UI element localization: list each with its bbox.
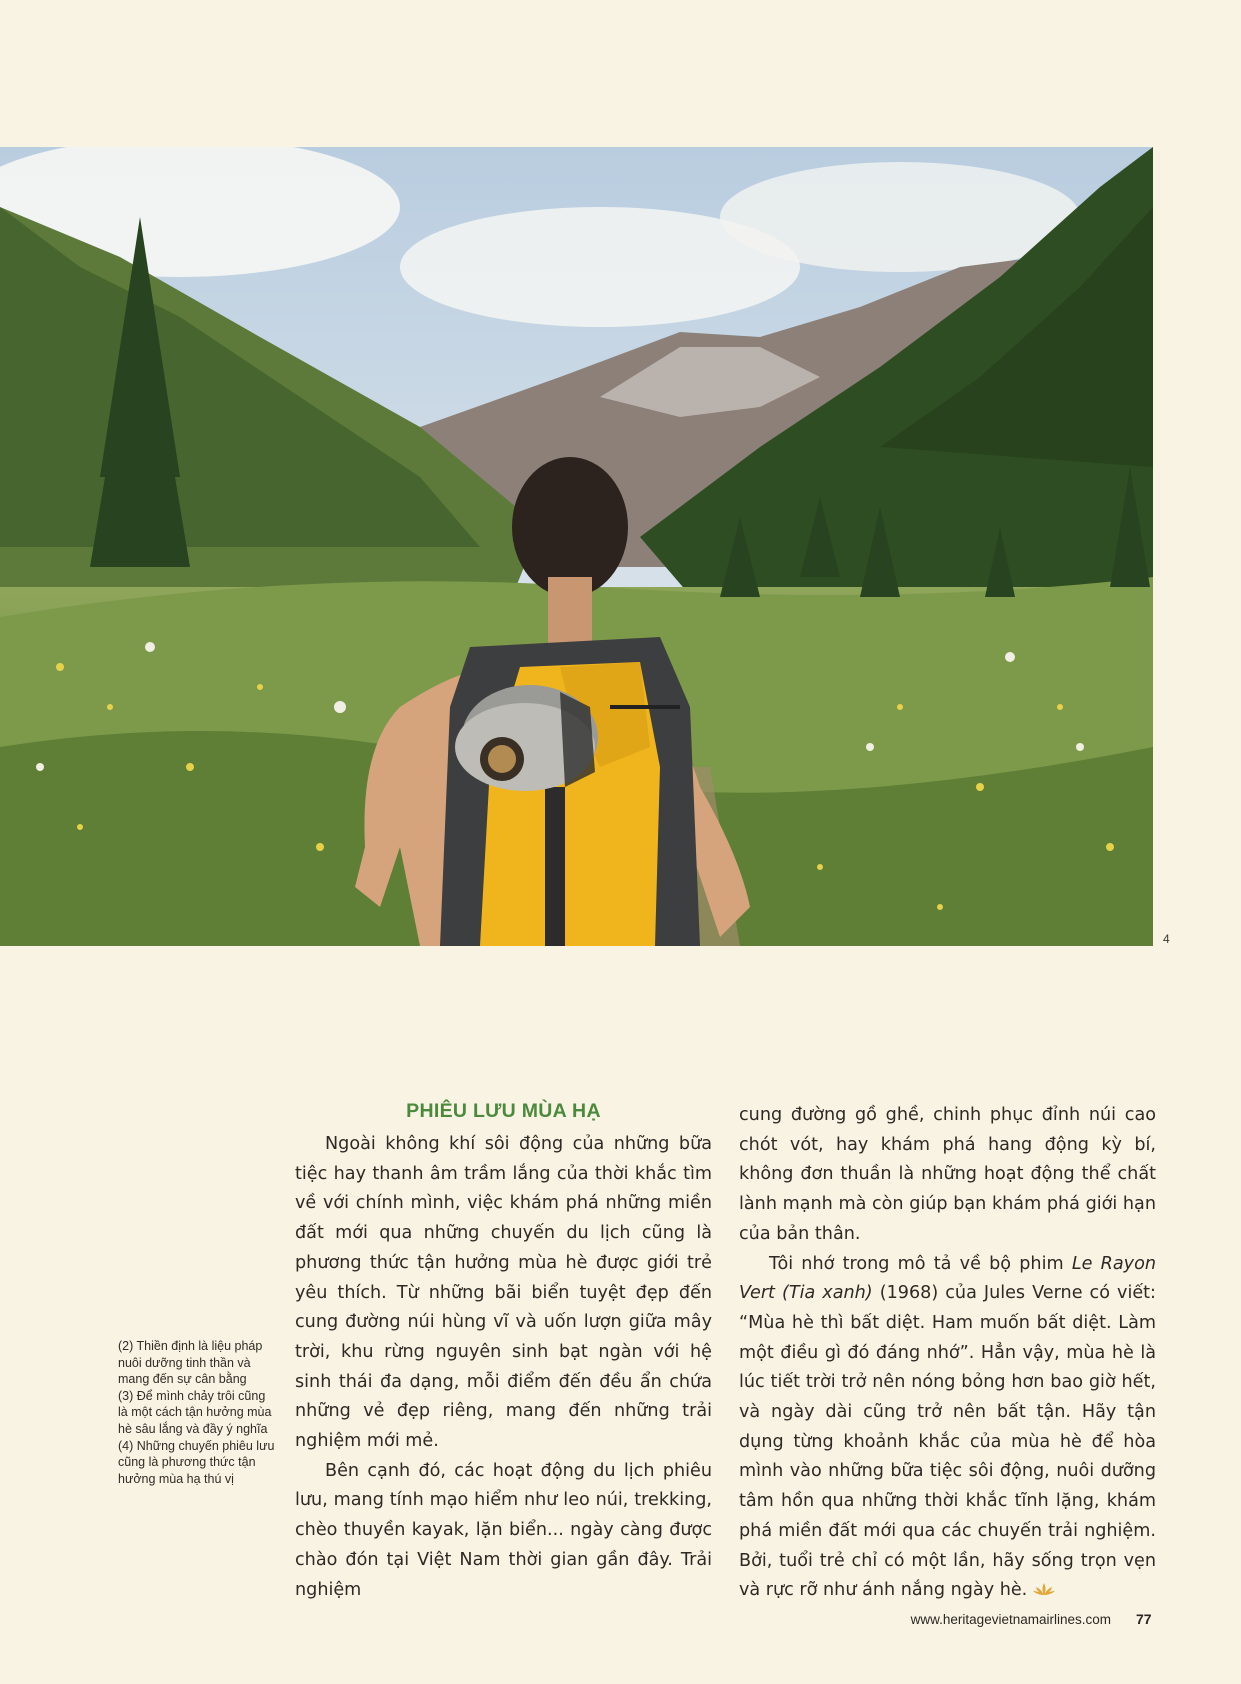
mountain-valley-hiker-illustration <box>0 147 1153 946</box>
page-number: 77 <box>1136 1611 1152 1627</box>
hero-photo <box>0 147 1153 946</box>
caption-2: (2) Thiền định là liệu pháp nuôi dưỡng tinh thần và mang đến sự cân bằng <box>118 1339 263 1387</box>
caption-4: (4) Những chuyến phiêu lưu cũng là phương thức tận hưởng mùa hạ thú vị <box>118 1438 275 1486</box>
film-title: Le Rayon Vert (Tia xanh) <box>739 1253 1156 1304</box>
photo-captions <box>118 1338 278 1487</box>
paragraph: Bên cạnh đó, các hoạt động du lịch phiêu lưu, mang tính mạo hiểm như leo núi, trekking, chèo thuyền kayak, lặn biển... ngày càng được chào đón tại Việt Nam thời gian gần đây. Trải nghiệm <box>295 1460 712 1600</box>
footer-website: www.heritagevietnamairlines.com <box>910 1612 1111 1627</box>
article-column-left <box>295 1130 712 1605</box>
paragraph: Ngoài không khí sôi động của những bữa tiệc hay thanh âm trầm lắng của thời khắc tìm về với chính mình, việc khám phá những miền đất mới qua những chuyến du lịch cũng là phương thức tận hưởng mùa hè được giới trẻ yêu thích. Từ những bãi biển tuyệt đẹp đến cung đường núi hùng vĩ và uốn lượn giữa mây trời, khu rừng nguyên sinh bạt ngàn với hệ sinh thái đa dạng, mỗi điểm đến đều ẩn chứa những vẻ đẹp riêng, mang đến những trải nghiệm mới mẻ. <box>295 1134 712 1452</box>
paragraph-text: (1968) của Jules Verne có viết: “Mùa hè thì bất diệt. Ham muốn bất diệt. Làm một điều gì đó đáng nhớ”. Hẳn vậy, mùa hè là lúc tiết trời trở nên nóng bỏng hơn bao giờ hết, và ngày dài cũng trở nên bất tận. Hãy tận dụng từng khoảnh khắc của mùa hè để hòa mình vào những bữa tiệc sôi động, nuôi dưỡng tâm hồn qua những thời khắc tĩnh lặng, khám phá miền đất mới qua các chuyến trải nghiệm. Bởi, tuổi trẻ chỉ có một lần, hãy sống trọn vẹn và rực rỡ như ánh nắng ngày hè. <box>739 1283 1156 1601</box>
article-column-right <box>739 1101 1156 1606</box>
paragraph-quote <box>739 1250 1156 1606</box>
caption-3: (3) Để mình chảy trôi cũng là một cách tận hưởng mùa hè sâu lắng và đầy ý nghĩa <box>118 1388 272 1436</box>
paragraph: cung đường gồ ghề, chinh phục đỉnh núi cao chót vót, hay khám phá hang động kỳ bí, không đơn thuần là những hoạt động thể chất lành mạnh mà còn giúp bạn khám phá giới hạn của bản thân. <box>739 1105 1156 1244</box>
photo-number: 4 <box>1163 932 1170 946</box>
lotus-end-icon <box>1033 1582 1055 1596</box>
paragraph-text: Tôi nhớ trong mô tả về bộ phim <box>769 1253 1072 1274</box>
section-heading: PHIÊU LƯU MÙA HẠ <box>406 1100 601 1122</box>
